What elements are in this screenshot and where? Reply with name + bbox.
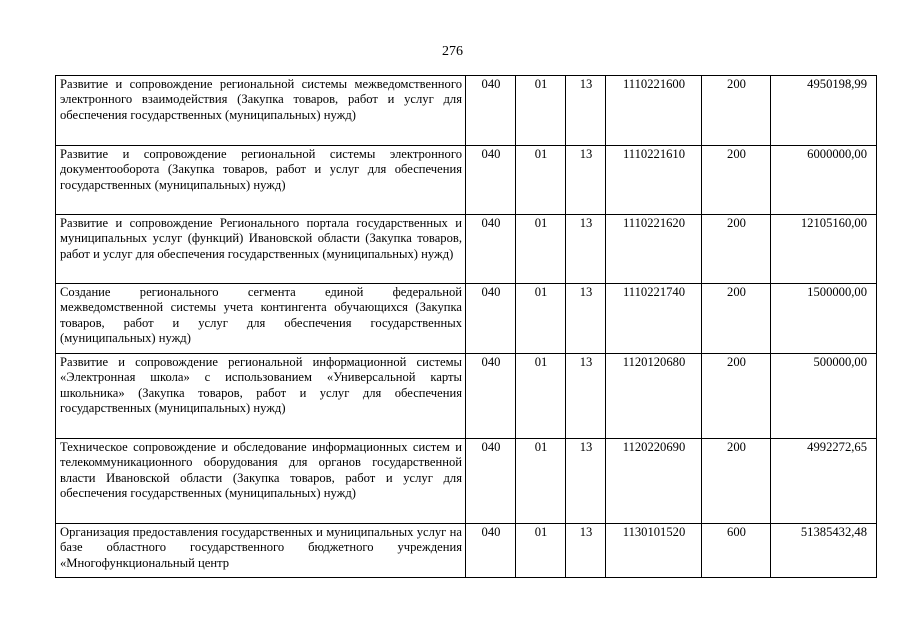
- expense-name: Развитие и сопровождение Регионального портала государственных и муниципальных услуг (функций) Ивановской области (Закупка товаров, работ и услуг для обеспечения государственных (муниципальных) нужд): [56, 215, 466, 284]
- target-article-code: 1110221600: [606, 76, 702, 146]
- expense-kind-code: 200: [702, 146, 771, 215]
- amount: 4992272,65: [771, 439, 877, 524]
- amount: 12105160,00: [771, 215, 877, 284]
- target-article-code: 1110221610: [606, 146, 702, 215]
- ministry-code: 040: [466, 354, 516, 439]
- amount: 1500000,00: [771, 284, 877, 354]
- subsection-code: 13: [566, 524, 606, 578]
- amount: 500000,00: [771, 354, 877, 439]
- amount: 6000000,00: [771, 146, 877, 215]
- expense-name: Развитие и сопровождение региональной системы межведомственного электронного взаимодействия (Закупка товаров, работ и услуг для обеспечения государственных (муниципальных) нужд): [56, 76, 466, 146]
- expense-name: Организация предоставления государственных и муниципальных услуг на базе областного государственного бюджетного учреждения «Многофункциональный центр: [56, 524, 466, 578]
- target-article-code: 1110221740: [606, 284, 702, 354]
- ministry-code: 040: [466, 76, 516, 146]
- ministry-code: 040: [466, 215, 516, 284]
- expense-name: Создание регионального сегмента единой федеральной межведомственной системы учета контингента обучающихся (Закупка товаров, работ и услуг для обеспечения государственных (муниципальных) нужд): [56, 284, 466, 354]
- table-row: [56, 439, 877, 524]
- target-article-code: 1110221620: [606, 215, 702, 284]
- section-code: 01: [516, 354, 566, 439]
- ministry-code: 040: [466, 439, 516, 524]
- table-row: [56, 76, 877, 146]
- table-row: [56, 215, 877, 284]
- table-row: [56, 354, 877, 439]
- section-code: 01: [516, 215, 566, 284]
- subsection-code: 13: [566, 76, 606, 146]
- expense-name: Развитие и сопровождение региональной системы электронного документооборота (Закупка товаров, работ и услуг для обеспечения государственных (муниципальных) нужд): [56, 146, 466, 215]
- expense-name: Техническое сопровождение и обследование информационных систем и телекоммуникационного оборудования для органов государственной власти Ивановской области (Закупка товаров, работ и услуг для обеспечения государственных (муниципальных) нужд): [56, 439, 466, 524]
- subsection-code: 13: [566, 284, 606, 354]
- expense-kind-code: 200: [702, 354, 771, 439]
- table-row: [56, 524, 877, 578]
- subsection-code: 13: [566, 146, 606, 215]
- expense-kind-code: 200: [702, 284, 771, 354]
- table-row: [56, 284, 877, 354]
- section-code: 01: [516, 146, 566, 215]
- table-row: [56, 146, 877, 215]
- ministry-code: 040: [466, 524, 516, 578]
- page-number: 276: [442, 44, 463, 59]
- section-code: 01: [516, 439, 566, 524]
- ministry-code: 040: [466, 146, 516, 215]
- target-article-code: 1120220690: [606, 439, 702, 524]
- expense-kind-code: 200: [702, 76, 771, 146]
- section-code: 01: [516, 524, 566, 578]
- expense-kind-code: 200: [702, 439, 771, 524]
- amount: 51385432,48: [771, 524, 877, 578]
- subsection-code: 13: [566, 354, 606, 439]
- expense-name: Развитие и сопровождение региональной информационной системы «Электронная школа» с использованием «Универсальной карты школьника» (Закупка товаров, работ и услуг для обеспечения государственных (муниципальных) нужд): [56, 354, 466, 439]
- subsection-code: 13: [566, 439, 606, 524]
- target-article-code: 1120120680: [606, 354, 702, 439]
- budget-table: [55, 75, 877, 578]
- expense-kind-code: 600: [702, 524, 771, 578]
- expense-kind-code: 200: [702, 215, 771, 284]
- section-code: 01: [516, 284, 566, 354]
- ministry-code: 040: [466, 284, 516, 354]
- subsection-code: 13: [566, 215, 606, 284]
- section-code: 01: [516, 76, 566, 146]
- target-article-code: 1130101520: [606, 524, 702, 578]
- amount: 4950198,99: [771, 76, 877, 146]
